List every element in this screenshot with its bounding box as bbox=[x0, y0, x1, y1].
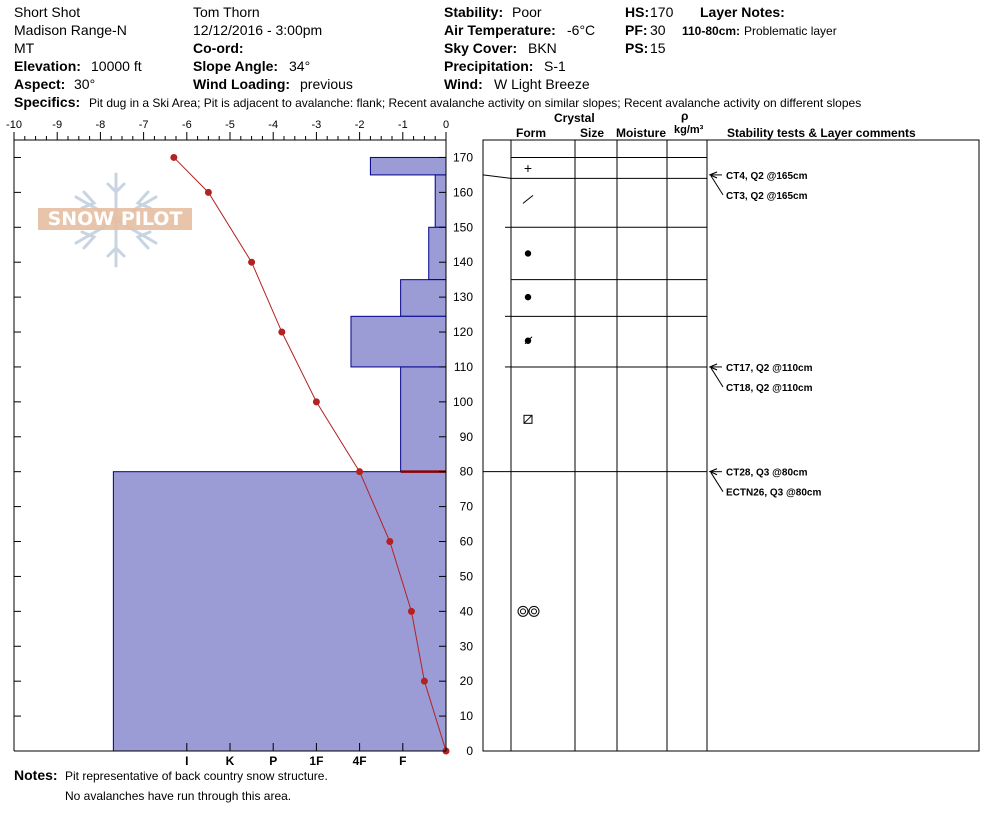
depth-tick-label: 60 bbox=[459, 534, 473, 549]
air-temp-value: -6°C bbox=[567, 22, 596, 38]
depth-tick-label: 140 bbox=[452, 255, 473, 270]
hardness-tick-label: K bbox=[225, 754, 235, 768]
stability-arrow-line bbox=[711, 368, 723, 387]
depth-tick-label: 100 bbox=[452, 394, 473, 409]
depth-tick-label: 160 bbox=[452, 185, 473, 200]
depth-tick-label: 20 bbox=[459, 674, 473, 689]
grain-form-symbol-inner bbox=[532, 609, 537, 614]
observer: Tom Thorn bbox=[193, 4, 260, 20]
slope-label: Slope Angle: bbox=[193, 58, 279, 74]
layer-notes-label: Layer Notes: bbox=[700, 4, 785, 20]
sky-value: BKN bbox=[528, 40, 557, 56]
stability-test-label: ECTN26, Q3 @80cm bbox=[726, 487, 822, 499]
hardness-profile bbox=[113, 157, 446, 751]
slope-value: 34° bbox=[289, 58, 311, 74]
col-form: Form bbox=[516, 126, 546, 140]
depth-tick-label: 0 bbox=[466, 744, 473, 758]
location: Madison Range-N bbox=[14, 22, 127, 38]
layer-note-text: Problematic layer bbox=[744, 24, 837, 38]
temp-tick-label: -8 bbox=[95, 119, 106, 131]
hardness-bar bbox=[401, 367, 446, 472]
pf-label: PF: bbox=[625, 22, 648, 38]
hardness-bar bbox=[370, 157, 446, 174]
stability-value: Poor bbox=[512, 4, 542, 20]
elevation-value: 10000 ft bbox=[91, 58, 142, 74]
col-crystal: Crystal bbox=[554, 111, 595, 125]
depth-tick-label: 40 bbox=[459, 604, 473, 619]
temp-tick-label: -4 bbox=[268, 119, 279, 131]
grain-form-symbol-slash bbox=[524, 415, 532, 423]
aspect-value: 30° bbox=[74, 76, 96, 92]
temp-tick-label: -3 bbox=[311, 119, 322, 131]
elevation-label: Elevation: bbox=[14, 58, 81, 74]
depth-tick-label: 80 bbox=[459, 464, 473, 479]
temp-point bbox=[278, 329, 285, 336]
stability-test-label: CT4, Q2 @165cm bbox=[726, 170, 808, 182]
precip-label: Precipitation: bbox=[444, 58, 534, 74]
temp-tick-label: -5 bbox=[225, 119, 235, 131]
wind-label: Wind: bbox=[444, 76, 483, 92]
hs-value: 170 bbox=[650, 4, 674, 20]
grain-form-symbol-inner bbox=[521, 609, 526, 614]
temp-point bbox=[421, 678, 428, 685]
depth-tick-label: 30 bbox=[459, 639, 473, 654]
ps-label: PS: bbox=[625, 40, 649, 56]
col-moisture: Moisture bbox=[616, 126, 667, 140]
layer-table bbox=[483, 140, 979, 751]
sky-label: Sky Cover: bbox=[444, 40, 518, 56]
stability-arrow-line bbox=[711, 176, 723, 195]
grain-form-symbol bbox=[525, 294, 531, 300]
grain-form-symbol: + bbox=[523, 159, 533, 176]
hardness-bar bbox=[429, 227, 446, 279]
depth-tick-label: 70 bbox=[459, 499, 473, 514]
temp-point bbox=[356, 468, 363, 475]
hardness-bar bbox=[435, 175, 446, 227]
depth-tick-label: 10 bbox=[459, 709, 473, 724]
stability-test-label: CT17, Q2 @110cm bbox=[726, 362, 813, 374]
notes-line-2: No avalanches have run through this area. bbox=[65, 789, 292, 803]
coord-label: Co-ord: bbox=[193, 40, 244, 56]
table-frame bbox=[483, 140, 979, 751]
datetime: 12/12/2016 - 3:00pm bbox=[193, 22, 323, 38]
grain-form-symbol bbox=[529, 606, 539, 616]
layer-connector bbox=[483, 175, 511, 178]
hardness-tick-label: P bbox=[269, 754, 278, 768]
hardness-tick-label: F bbox=[399, 754, 407, 768]
temp-tick-label: 0 bbox=[442, 119, 450, 131]
logo-text: SNOW PILOT bbox=[38, 208, 192, 230]
hs-label: HS: bbox=[625, 4, 650, 20]
wind-value: W Light Breeze bbox=[494, 76, 590, 92]
depth-tick-label: 150 bbox=[452, 220, 473, 235]
layer-note-range: 110-80cm: bbox=[682, 24, 741, 38]
temp-point bbox=[170, 154, 177, 161]
pf-value: 30 bbox=[650, 22, 666, 38]
specifics-text: Pit dug in a Ski Area; Pit is adjacent to avalanche: flank; Recent avalanche activity on similar slopes; Recent avalanche activity on different slopes bbox=[89, 96, 862, 110]
temp-tick-label: -1 bbox=[397, 119, 408, 131]
temp-tick-label: -6 bbox=[181, 119, 192, 131]
temp-tick-label: -10 bbox=[6, 119, 22, 131]
temp-tick-label: -9 bbox=[52, 119, 63, 131]
col-rho: ρ bbox=[681, 109, 689, 123]
stability-test-label: CT3, Q2 @165cm bbox=[726, 190, 808, 202]
temp-tick-label: -2 bbox=[354, 119, 365, 131]
temp-point bbox=[313, 398, 320, 405]
state: MT bbox=[14, 40, 35, 56]
depth-tick-label: 110 bbox=[453, 359, 473, 374]
hardness-tick-label: 1F bbox=[309, 754, 324, 768]
hardness-tick-label: I bbox=[185, 754, 189, 768]
depth-tick-label: 90 bbox=[459, 429, 473, 444]
grain-form-symbol bbox=[525, 250, 531, 256]
depth-tick-label: 120 bbox=[452, 325, 473, 340]
pit-name: Short Shot bbox=[14, 4, 81, 20]
temp-tick-label: -7 bbox=[138, 119, 149, 131]
stability-arrow-line bbox=[711, 473, 723, 492]
hardness-tick-label: 4F bbox=[352, 754, 367, 768]
temp-point bbox=[408, 608, 415, 615]
temp-point bbox=[386, 538, 393, 545]
col-size: Size bbox=[580, 126, 605, 140]
hardness-bar bbox=[401, 280, 446, 317]
col-density-unit: kg/m³ bbox=[674, 124, 704, 136]
depth-tick-label: 170 bbox=[452, 150, 473, 165]
air-temp-label: Air Temperature: bbox=[444, 22, 556, 38]
notes-line-1: Pit representative of back country snow structure. bbox=[65, 769, 328, 783]
hardness-bar bbox=[113, 472, 446, 751]
col-stability: Stability tests & Layer comments bbox=[727, 126, 916, 140]
hardness-bar bbox=[351, 316, 446, 367]
grain-form-symbol bbox=[518, 606, 528, 616]
depth-tick-label: 50 bbox=[459, 569, 473, 584]
stability-test-label: CT18, Q2 @110cm bbox=[726, 382, 813, 394]
depth-tick-label: 130 bbox=[452, 290, 473, 305]
precip-value: S-1 bbox=[544, 58, 566, 74]
specifics-label: Specifics: bbox=[14, 94, 81, 110]
stability-label: Stability: bbox=[444, 4, 504, 20]
wind-loading-label: Wind Loading: bbox=[193, 76, 291, 92]
wind-loading-value: previous bbox=[300, 76, 353, 92]
aspect-label: Aspect: bbox=[14, 76, 66, 92]
temp-point bbox=[248, 259, 255, 266]
stability-test-label: CT28, Q3 @80cm bbox=[726, 467, 808, 479]
grain-form-symbol bbox=[523, 195, 533, 203]
temp-point bbox=[205, 189, 212, 196]
ps-value: 15 bbox=[650, 40, 666, 56]
notes-label: Notes: bbox=[14, 767, 58, 783]
